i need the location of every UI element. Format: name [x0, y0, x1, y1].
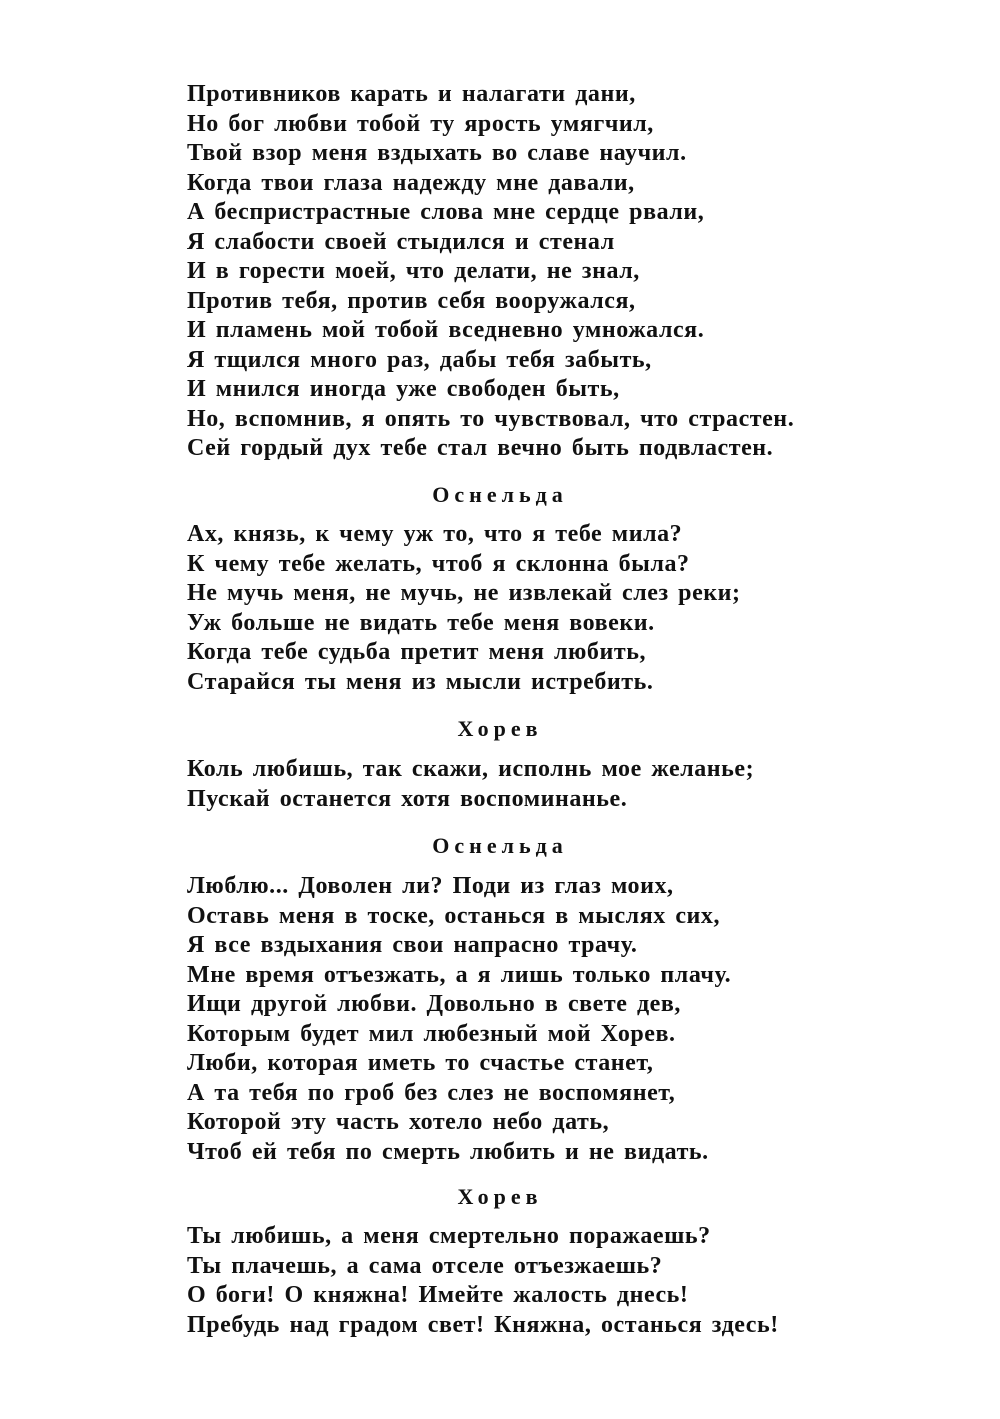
verse-line: Люблю... Доволен ли? Поди из глаз моих,	[187, 873, 674, 899]
verse-line: И в горести моей, что делати, не знал,	[187, 258, 640, 284]
verse-line: Пребудь над градом свет! Княжна, останься здесь!	[187, 1311, 779, 1338]
verse-line: Чтоб ей тебя по смерть любить и не видать.	[187, 1138, 709, 1165]
verse-line: Пускай останется хотя воспоминанье.	[187, 785, 628, 812]
verse-line: Но бог любви тобой ту ярость умягчил,	[187, 110, 654, 137]
speaker-heading: Хорев	[457, 1184, 543, 1209]
verse-line: К чему тебе желать, чтоб я склонна была?	[187, 550, 690, 577]
speaker-heading: Оснельда	[432, 833, 568, 858]
verse-line: Не мучь меня, не мучь, не извлекай слез реки;	[187, 580, 741, 606]
speaker-heading: Хорев	[457, 716, 543, 741]
verse-line: Твой взор меня вздыхать во славе научил.	[187, 140, 687, 166]
verse-line: Старайся ты меня из мысли истребить.	[187, 668, 654, 695]
verse-line: Которым будет мил любезный мой Хорев.	[187, 1020, 676, 1047]
verse-line: Противников карать и налагати дани,	[187, 81, 636, 107]
speaker-heading: Оснельда	[432, 482, 568, 507]
verse-line: А та тебя по гроб без слез не воспомянет,	[187, 1079, 676, 1106]
verse-block	[187, 80, 887, 464]
verse-line: Ты любишь, а меня смертельно поражаешь?	[187, 1223, 711, 1249]
verse-line: Ты плачешь, а сама отселе отъезжаешь?	[187, 1252, 663, 1279]
verse-line: Люби, которая иметь то счастье станет,	[187, 1050, 654, 1076]
verse-line: Коль любишь, так скажи, исполнь мое желанье;	[187, 756, 755, 782]
verse-line: Сей гордый дух тебе стал вечно быть подвластен.	[187, 435, 774, 461]
verse-line: Я все вздыхания свои напрасно трачу.	[187, 932, 638, 958]
verse-line: Когда твои глаза надежду мне давали,	[187, 169, 635, 196]
verse-line: Я тщился много раз, дабы тебя забыть,	[187, 346, 652, 373]
verse-block	[187, 520, 887, 697]
verse-line: Мне время отъезжать, а я лишь только плачу.	[187, 961, 732, 988]
verse-block	[187, 1222, 887, 1340]
verse-line: Оставь меня в тоске, останься в мыслях сих,	[187, 902, 721, 929]
verse-line: Ищи другой любви. Довольно в свете дев,	[187, 991, 681, 1017]
verse-line: И мнился иногда уже свободен быть,	[187, 376, 620, 402]
verse-line: Я слабости своей стыдился и стенал	[187, 228, 615, 255]
verse-line: Когда тебе судьба претит меня любить,	[187, 639, 646, 665]
verse-line: Которой эту часть хотело небо дать,	[187, 1109, 610, 1135]
verse-line: А беспристрастные слова мне сердце рвали,	[187, 199, 705, 225]
verse-line: И пламень мой тобой вседневно умножался.	[187, 317, 705, 343]
verse-line: Уж больше не видать тебе меня вовеки.	[187, 609, 655, 636]
verse-line: Ах, князь, к чему уж то, что я тебе мила?	[187, 521, 683, 547]
verse-line: Но, вспомнив, я опять то чувствовал, что страстен.	[187, 405, 795, 432]
verse-line: Против тебя, против себя вооружался,	[187, 287, 636, 314]
verse-line: О боги! О княжна! Имейте жалость днесь!	[187, 1282, 689, 1308]
verse-block	[187, 872, 887, 1167]
verse-block	[187, 755, 887, 814]
